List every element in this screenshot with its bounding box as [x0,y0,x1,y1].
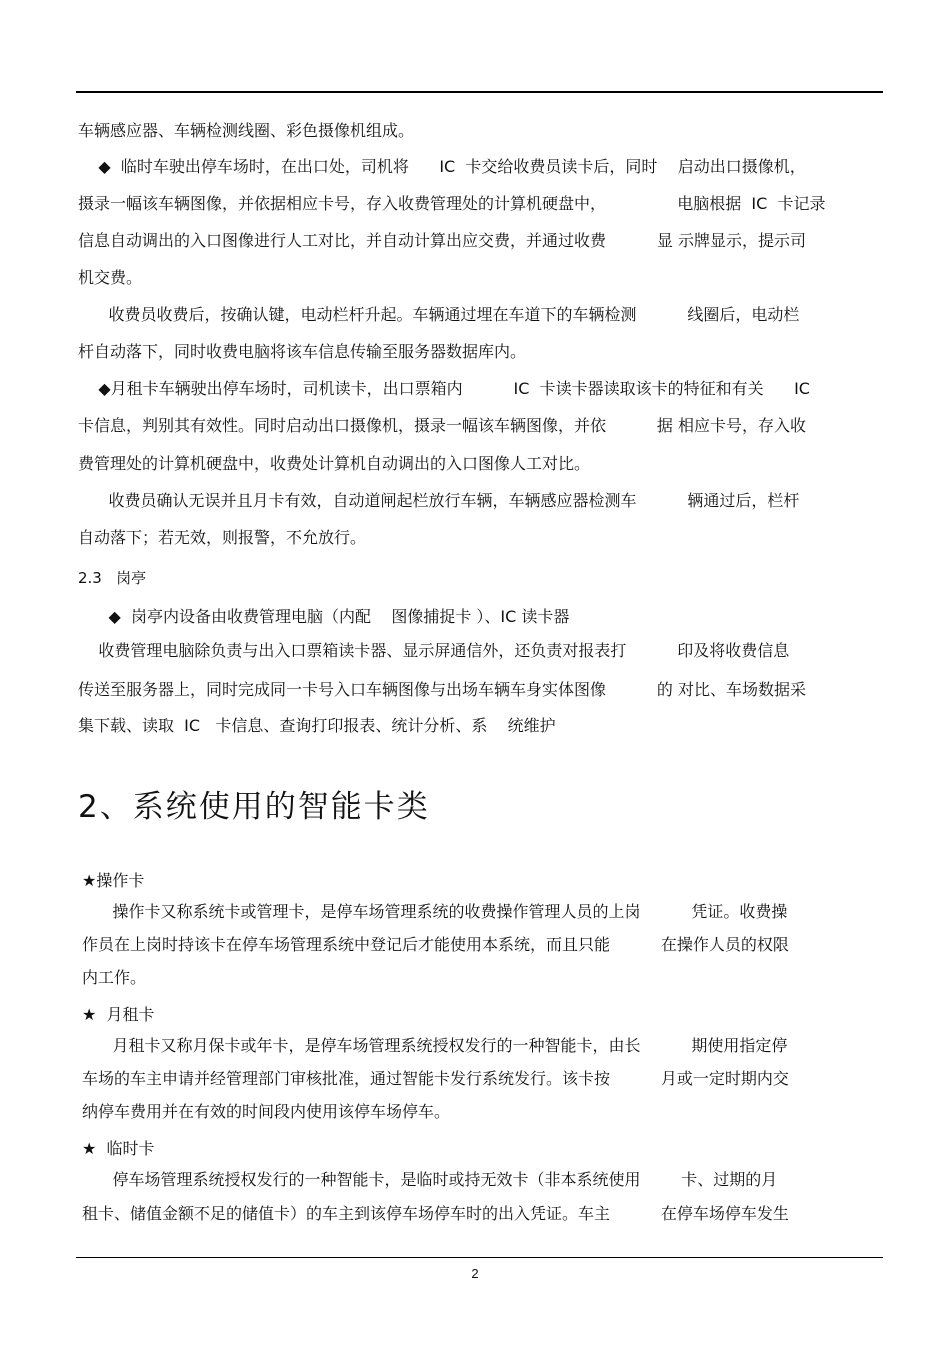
paragraph-line: 杆自动落下，同时收费电脑将该车信息传输至服务器数据库内。 [78,342,527,361]
paragraph-line: 收费员收费后，按确认键，电动栏杆升起。车辆通过埋在车道下的车辆检测 线圈后，电动栏 [78,305,800,324]
paragraph-line: 月租卡又称月保卡或年卡，是停车场管理系统授权发行的一种智能卡，由长 期使用指定停 [82,1036,788,1055]
paragraph-line: 内工作。 [82,968,147,987]
paragraph-line: 收费员确认无误并且月卡有效，自动道闸起栏放行车辆，车辆感应器检测车 辆通过后，栏杆 [78,491,800,510]
paragraph-line: 车场的车主申请并经管理部门审核批准，通过智能卡发行系统发行。该卡按 月或一定时期内交 [82,1069,789,1088]
card-type-title: ★ 临时卡 [82,1139,155,1158]
paragraph-line: ◆ 临时车驶出停车场时，在出口处，司机将 IC 卡交给收费员读卡后，同时 启动出口摄像机， [78,157,806,176]
bullet-line: ◆ 岗亭内设备由收费管理电脑（内配 图像捕捉卡 ）、IC 读卡器 [78,607,570,626]
paragraph-line: 机交费。 [78,268,143,287]
header-rule [76,91,883,93]
paragraph-line: 传送至服务器上，同时完成同一卡号入口车辆图像与出场车辆车身实体图像 的 对比、车场数据采 [78,680,806,699]
paragraph-line: 自动落下；若无效，则报警，不允放行。 [78,528,367,547]
card-type-title: ★操作卡 [82,871,145,890]
paragraph-line: 租卡、储值金额不足的储值卡）的车主到该停车场停车时的出入凭证。车主 在停车场停车发生 [82,1204,789,1223]
paragraph-line: ◆月租卡车辆驶出停车场时，司机读卡，出口票箱内 IC 卡读卡器读取该卡的特征和有关 IC [78,379,810,398]
card-type-title: ★ 月租卡 [82,1005,155,1024]
section-title: 2.3 岗亭 [78,569,147,587]
paragraph-line: 停车场管理系统授权发行的一种智能卡，是临时或持无效卡（非本系统使用 卡、过期的月 [82,1170,778,1189]
paragraph-line: 收费管理电脑除负责与出入口票箱读卡器、显示屏通信外，还负责对报表打 印及将收费信息 [78,641,790,660]
paragraph-line: 信息自动调出的入口图像进行人工对比，并自动计算出应交费，并通过收费 显 示牌显示，提示司 [78,231,806,250]
page-number: 2 [471,1266,479,1281]
paragraph-line: 车辆感应器、车辆检测线圈、彩色摄像机组成。 [78,121,415,140]
paragraph-line: 操作卡又称系统卡或管理卡，是停车场管理系统的收费操作管理人员的上岗 凭证。收费操 [82,902,788,921]
paragraph-line: 摄录一幅该车辆图像，并依据相应卡号，存入收费管理处的计算机硬盘中， 电脑根据 IC 卡记录 [78,194,826,213]
paragraph-line: 作员在上岗时持该卡在停车场管理系统中登记后才能使用本系统，而且只能 在操作人员的权限 [82,935,789,954]
paragraph-line: 卡信息，判别其有效性。同时启动出口摄像机，摄录一幅该车辆图像，并依 据 相应卡号，存入收 [78,416,806,435]
paragraph-line: 纳停车费用并在有效的时间段内使用该停车场停车。 [82,1102,451,1121]
footer-rule [76,1257,883,1258]
section-heading: 2、系统使用的智能卡类 [78,789,430,825]
paragraph-line: 费管理处的计算机硬盘中，收费处计算机自动调出的入口图像人工对比。 [78,454,591,473]
paragraph-line: 集下载、读取 IC 卡信息、查询打印报表、统计分析、系 统维护 [78,716,556,735]
